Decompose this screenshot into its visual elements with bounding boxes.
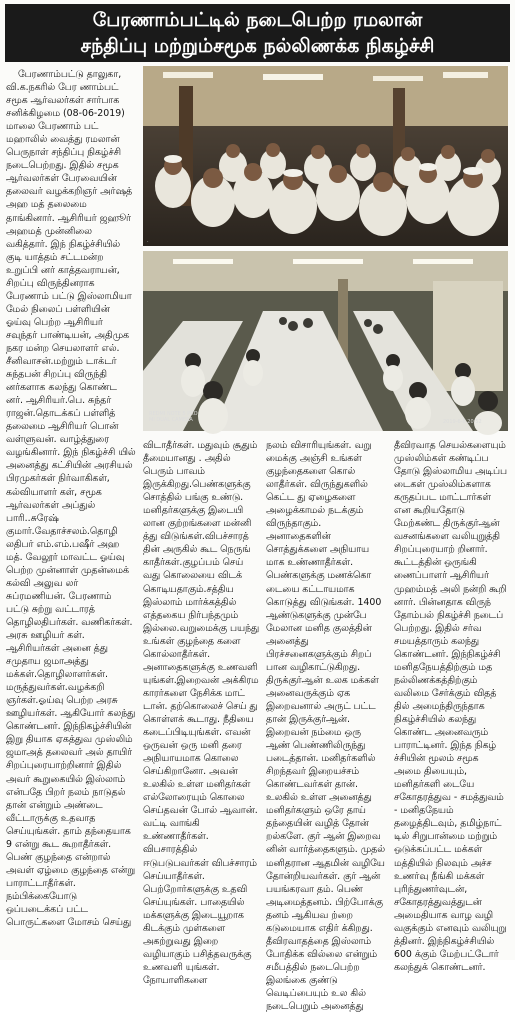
headline-banner <box>5 4 510 62</box>
event-photo-audience <box>143 66 508 246</box>
camera-watermark: REDMI NOTE 5 PRO MI DUAL CAMERA <box>149 411 198 423</box>
headline-line-2: சந்திப்பு மற்றும்சமூக நல்லிணக்க நிகழ்ச்சி <box>80 35 435 57</box>
article-column-3 <box>266 439 386 1013</box>
column-1-text: பேரணாம்பட்டு தாலுகா, வி.க.நகரில் பேர ணாம்பட் சமூக ஆர்வலர்கள் சார்பாக சனிக்கிழமை (08-06-2019) மாலை பேரணாம் பட் மஹாலில் வைத்து ரமலான் பெருநாள் சந்திப்பு நிகழ்ச்சி நடைபெற்றது. இதில் சமூக ஆர்வலர்கள் பேரவையின் தலைவர் வழக்கறிஞர் அர்ஷத் அஹ மத் தலைமை தாங்கினார். ஆசிரியர் ஜஹூர் அஹமத் முன்னிலை வகித்தார். இந் நிகழ்ச்சியில் குடி யாத்தம் சட்டமன்ற உறுப்பி னர் காத்தவராயன், சிறப்பு விருந்தினராக பேரணாம் பட்டு இஸ்லாமியா மேல் நிலைப் பள்ளியின் ஓய்வு பெற்ற ஆசிரியர் சவுந்தர் பாண்டியன், அதிமுக நகர மன்ற செயலாளர் எல். சீனிவாசன்.மற்றும் டாக்டர் சுந்தபன் சிறப்பு விருந்தி னர்களாக கலந்து கொண்ட னர். ஆசிரியர்.பெ. சுந்தர் ராஜன்.தொடக்கப் பள்ளித் தலைமை ஆசிரியர் பொன் வள்ளுவன். வாழ்த்துரை வழங்கினார். இந் நிகழ்ச்சி யில் அனைத்து கட்சியின் அரசியல் பிரமுகர்கள் நிர்வாகிகள், கல்வியாளர் கள், சமூக ஆர்வலர்கள் அப்துல் பாரி..சுரேஷ் குமார்.வேதாச்சலம்.தொழி லதிபர் எம்.எம்.பஷீர் அஹ மத். வேலூர் மாவட்ட ஓய்வு பெற்ற முன்னாள் முதன்மைக் கல்வி அலுவ லர் சுப்ரமணியன். பேரணாம் பட்டு சுற்று வட்டாரத் தொழிலதிபர்கள். வணிகர்கள். அரசு ஊழியர் கள். ஆசிரியர்கள் அனை த்து சமுதாய ஜமாஅத்து மக்கள்.தொழிலாளர்கள். மருத்துவர்கள்.வழக்கறி ஞர்கள்.ஓய்வு பெற்ற அரசு ஊழியர்கள். ஆகியோர் கலந்து கொண்டனர். இந்நிகழ்ச்சியின் இறு தியாக ஏகத்துவ முஸ்லிம் ஜமாஅத் தலைவர் அல் தாயிர் சிறப்புரையாற்றினார் இதில் அவர் கூறுகையில் இஸ்லாம் என்பதே பிறர் நலம் நாடுதல் தான் என்றும் அண்டை வீட்டாருக்கு உதவாத செய்யுங்கள். தாம் தந்தையாக 9 என்று கூட கூறாதீர்கள். பெண் குழந்தை என்றால் அவள் ஏழ்மை குழந்தை என்று பாராட்டாதீர்கள். நம்பிக்கையோடு ஒப்படைக்கப் பட்ட பொருட்களை மோசம் செய்து <box>6 69 136 929</box>
article-column-4 <box>394 439 508 973</box>
headline-line-1: பேரணாம்பட்டில் நடைபெற்ற ரமலான் <box>92 9 423 31</box>
audience-photo-drawing <box>143 66 508 246</box>
event-photo-dining <box>143 251 508 431</box>
article-column-1 <box>6 68 136 954</box>
column-3-text: நலம் விசாரியுங்கள். வறு மைக்கு அஞ்சி உங்கள் குழந்தைகளை கொல் லாதீர்கள். விருந்துகளில் கெட்ட து ஏழைகளை அழைக்காமல் நடக்கும் விருந்தாகும். அனாதைகளின் சொத்துக்களை அநியாய மாக உண்ணாதீர்கள். பெண்களுக்கு மணக்கொ டையை கட்டாயமாக கொடுத்து விடுங்கள். 1400 ஆண்டுகளுக்கு முன்பே மேலான மனித குலத்தின் அனைத்து பிரச்சனைகளுக்கும் சிறப் பான வழிகாட்டுகிறது. திருக்குர்ஆன் உலக மக்கள் அனைவருக்கும் ஏக இறைவனால் அருட் பட்ட தான் இருக்குர்ஆன். இறைவன் நம்மை ஒரு ஆண் பெண்ணிலிருந்து படைத்தான். மனிதர்களில் சிறந்தவர் இறையச்சம் கொண்டவர்கள் தான். உலகில் உள்ள அனைத்து மனிதர்களும் ஒரே தாய் தந்தையின் வழித் தோன் றல்களே. குர் ஆன் இறைவ னின் வார்த்தைகளும். முதல் மனிதரான ஆதமின் வழியே தோன்றியவர்கள். குர் ஆன் பயங்கரவா தம். பெண் அடிமைத்தனம். பிற்போக்கு தனம் ஆகியவ ற்றை கடுமையாக எதிர் க்கிறது. தீவிரவாதத்தை இஸ்லாம் போதிக்க வில்லை என்றும் சமீபத்தில் நடைபெற்ற இலங்கை குண்டு வெடிப்பையும் உல கில் நடைபெறும் அனைத்து <box>266 440 386 1013</box>
column-4-text: தீவிரவாத செயல்களையும் முஸ்லிம்கள் கண்டிப்ப தோடு இஸ்லாமிய அடிப்ப டைகள் முஸ்லிம்களாக கருதப்பட மாட்டார்கள் என கூறியதோடு மேற்கண்ட திருக்குர்ஆன் வசனங்களை வலியுறுத்தி சிறப்புரையாற் றினார். கூட்டத்தின் ஒருங்கி ணைப்பாளர் ஆசிரியர் முஹம்மத் அலி நன்றி கூறி னார். பின்னதாக விருந் தோம்பல் நிகழ்ச்சி நடைப் பெற்றது. இதில் சர்வ சமயத்தாரும் கலந்து கொண்டனர். இந்நிகழ்ச்சி மனிதநேயத்திற்கும் மத நல்லிணக்கத்திற்கும் வலிமை சேர்க்கும் விதத் தில் அமைந்திருந்தாக நிகழ்ச்சியில் கலந்து கொண்ட அனைவரும் பாராட்டினர். இந்த நிகழ் ச்சியின் மூலம் சமூக அமை தியையும், மனிதர்களி டையே சகோதரத்துவ - சமத்துவம் - மனிதநேயம் தழைத்திடவும், தமிழ்நாட் டில் சிறுபான்மை மற்றும் ஒடுக்கப்பட்ட மக்கள் மத்தியில் நிலவும் அச்ச உணர்வு நீங்கி மக்கள் புரிந்துணர்வுடன், சகோதரத்துவத்துடன் அமைதியாக வாழ வழி வகுக்கும் எனவும் வலியுறு த்தினர். இந்நிகழ்ச்சியில் 600 க்கும் மேற்பட்டோர் கலந்துக் கொண்டனர். <box>394 440 507 973</box>
svg-text:.: . <box>147 238 149 244</box>
article-column-2 <box>143 439 260 986</box>
dining-photo-drawing <box>143 251 508 431</box>
photo-timestamp: 2019-6-8 20:52 <box>443 419 482 425</box>
column-2-text: விடாதீர்கள். மதுவும் சூதும் தீமையானது . அதில் பெரும் பாவம் இருக்கிறது.பெண்களுக்கு சொத்தில் பங்கு உண்டு. மனிதர்களுக்கு இடையி லான குற்றங்களை மன்னி த்து விடுங்கள்.விபச்சாரத் தின் அருகில் கூட நெருங் காதீர்கள்.குழப்பம் செய் வது கொலையை விடக் கொடியதாகும்.சத்திய இஸ்லாம் மார்க்கத்தில் எத்தகைய நிர்பந்தமும் இல்லை.வறுமைக்கு பயந்து உங்கள் குழந்தை களை கொல்லாதீர்கள். அனாதைகளுக்கு உணவளி யுங்கள்.இறைவன் அக்கிரம காரர்களை நேசிக்க மாட் டான். தற்கொலைச் செய் து கொள்ளக் கூடாது. நீதியை கடைப்பிடியுங்கள். எவன் ஒருவன் ஒரு மனி தரை அநியாயமாக கொலை செய்கிறானோ. அவன் உலகில் உள்ள மனிதர்கள் எல்லோரையும் கொலை செய்தவன் போல் ஆவான். வட்டி வாங்கி உண்ணாதீர்கள். விபசாரத்தில் ஈடுபடுபவர்கள் விபச்சாரம் செய்யாதீர்கள். பெற்றோர்களுக்கு உதவி செய்யுங்கள். பாதையில் மக்களுக்கு இடையூறாக கிடக்கும் முள்களை அகற்றுவது இறை வழியாகும் பசித்தவருக்கு உணவளி யுங்கள். நோயாளிகளை <box>143 440 260 986</box>
